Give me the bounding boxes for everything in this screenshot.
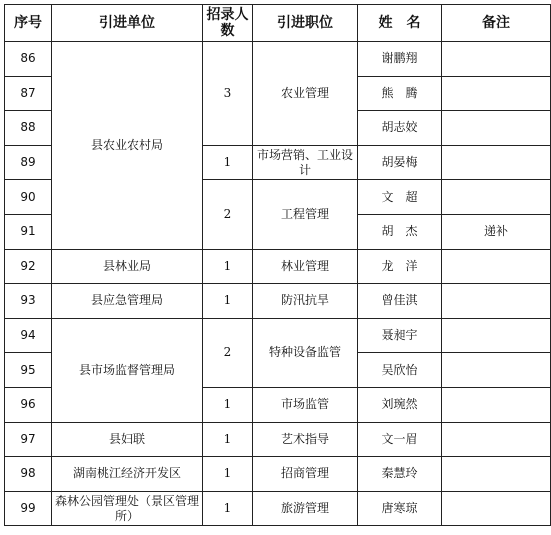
- seq-cell: 98: [5, 457, 52, 492]
- unit-cell: 县妇联: [52, 422, 203, 457]
- note-cell: 递补: [442, 214, 551, 249]
- note-cell: [442, 318, 551, 353]
- seq-cell: 89: [5, 145, 52, 180]
- note-cell: [442, 180, 551, 215]
- position-cell: 农业管理: [253, 42, 358, 146]
- seq-cell: 86: [5, 42, 52, 77]
- count-cell: 1: [203, 249, 253, 284]
- seq-cell: 92: [5, 249, 52, 284]
- position-cell: 特种设备监管: [253, 318, 358, 387]
- count-cell: 3: [203, 42, 253, 146]
- name-cell: 谢鹏翔: [358, 42, 442, 77]
- unit-cell: 县应急管理局: [52, 284, 203, 319]
- header-name: 姓 名: [358, 5, 442, 42]
- position-cell: 防汛抗旱: [253, 284, 358, 319]
- name-cell: 文 超: [358, 180, 442, 215]
- header-unit: 引进单位: [52, 5, 203, 42]
- count-cell: 1: [203, 457, 253, 492]
- note-cell: [442, 145, 551, 180]
- header-position: 引进职位: [253, 5, 358, 42]
- table-row: [5, 457, 551, 492]
- unit-cell: 县林业局: [52, 249, 203, 284]
- header-seq: 序号: [5, 5, 52, 42]
- name-cell: 聂昶宇: [358, 318, 442, 353]
- name-cell: 刘琬然: [358, 387, 442, 422]
- count-cell: 1: [203, 284, 253, 319]
- seq-cell: 99: [5, 491, 52, 526]
- position-cell: 林业管理: [253, 249, 358, 284]
- seq-cell: 93: [5, 284, 52, 319]
- seq-cell: 87: [5, 76, 52, 111]
- seq-cell: 90: [5, 180, 52, 215]
- name-cell: 龙 洋: [358, 249, 442, 284]
- unit-cell: 森林公园管理处（景区管理所）: [52, 491, 203, 526]
- note-cell: [442, 457, 551, 492]
- table-row: [5, 318, 551, 353]
- name-cell: 文一眉: [358, 422, 442, 457]
- table-row: [5, 42, 551, 77]
- unit-cell: 湖南桃江经济开发区: [52, 457, 203, 492]
- name-cell: 熊 腾: [358, 76, 442, 111]
- note-cell: [442, 42, 551, 77]
- note-cell: [442, 387, 551, 422]
- seq-cell: 96: [5, 387, 52, 422]
- name-cell: 秦慧玲: [358, 457, 442, 492]
- unit-cell: 县市场监督管理局: [52, 318, 203, 422]
- note-cell: [442, 111, 551, 146]
- seq-cell: 97: [5, 422, 52, 457]
- header-count: 招录人数: [203, 5, 253, 42]
- count-cell: 1: [203, 491, 253, 526]
- seq-cell: 88: [5, 111, 52, 146]
- note-cell: [442, 422, 551, 457]
- table-row: [5, 491, 551, 526]
- note-cell: [442, 353, 551, 388]
- position-cell: 工程管理: [253, 180, 358, 249]
- table-row: [5, 284, 551, 319]
- unit-cell: 县农业农村局: [52, 42, 203, 250]
- position-cell: 招商管理: [253, 457, 358, 492]
- position-cell: 市场营销、工业设计: [253, 145, 358, 180]
- position-cell: 艺术指导: [253, 422, 358, 457]
- seq-cell: 95: [5, 353, 52, 388]
- name-cell: 吴欣怡: [358, 353, 442, 388]
- name-cell: 曾佳淇: [358, 284, 442, 319]
- count-cell: 1: [203, 145, 253, 180]
- count-cell: 2: [203, 318, 253, 387]
- note-cell: [442, 76, 551, 111]
- note-cell: [442, 491, 551, 526]
- name-cell: 胡 杰: [358, 214, 442, 249]
- header-row: [5, 5, 551, 42]
- table-row: [5, 422, 551, 457]
- name-cell: 唐寒琼: [358, 491, 442, 526]
- count-cell: 1: [203, 422, 253, 457]
- recruitment-table: [4, 4, 551, 526]
- table-row: [5, 249, 551, 284]
- seq-cell: 91: [5, 214, 52, 249]
- seq-cell: 94: [5, 318, 52, 353]
- note-cell: [442, 249, 551, 284]
- note-cell: [442, 284, 551, 319]
- count-cell: 2: [203, 180, 253, 249]
- header-note: 备注: [442, 5, 551, 42]
- position-cell: 旅游管理: [253, 491, 358, 526]
- name-cell: 胡志姣: [358, 111, 442, 146]
- position-cell: 市场监管: [253, 387, 358, 422]
- count-cell: 1: [203, 387, 253, 422]
- name-cell: 胡晏梅: [358, 145, 442, 180]
